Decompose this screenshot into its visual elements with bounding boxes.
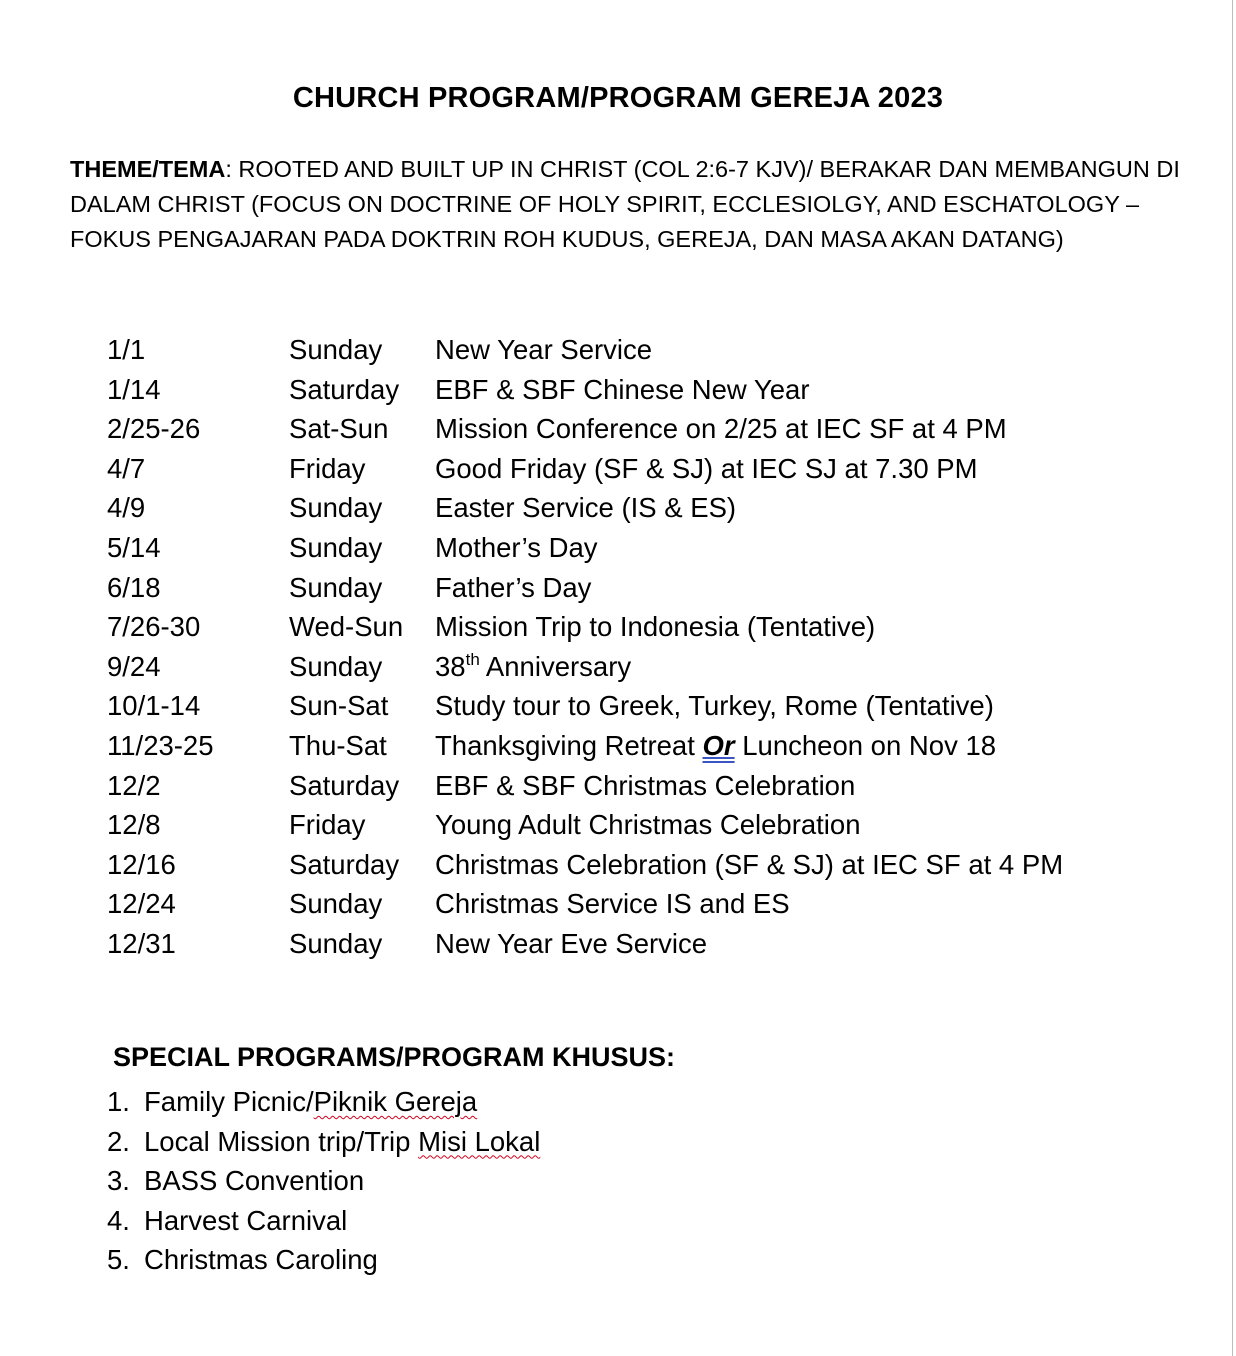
schedule-day: Thu-Sat bbox=[289, 729, 387, 761]
spellcheck-flagged-text[interactable]: Misi Lokal bbox=[418, 1125, 541, 1157]
schedule-date: 6/18 bbox=[107, 571, 161, 603]
list-number: 4. bbox=[107, 1204, 130, 1236]
event-text-part: Thanksgiving Retreat bbox=[435, 729, 703, 761]
schedule-event: Young Adult Christmas Celebration bbox=[435, 809, 861, 841]
schedule-table bbox=[107, 330, 1127, 964]
schedule-date: 4/7 bbox=[107, 452, 146, 484]
theme-text: : ROOTED AND BUILT UP IN CHRIST (COL 2:6-7 KJV)/ BERAKAR DAN MEMBANGUN DI DALAM CHRIST (FOCUS ON DOCTRINE OF HOLY SPIRIT, ECCLESIOLGY, AND ESCHATOLOGY – FOKUS PENGAJARAN PADA DOKTRIN ROH KUDUS, GEREJA, DAN MASA AKAN DATANG) bbox=[70, 156, 1180, 252]
spellcheck-flagged-text[interactable]: Piknik Gereja bbox=[313, 1086, 478, 1117]
list-item bbox=[107, 1201, 540, 1241]
theme-paragraph bbox=[70, 152, 1180, 257]
schedule-date: 1/1 bbox=[107, 334, 146, 365]
schedule-date: 7/26-30 bbox=[107, 611, 201, 643]
special-programs-heading: SPECIAL PROGRAMS/PROGRAM KHUSUS: bbox=[113, 1042, 676, 1072]
schedule-row bbox=[107, 568, 1127, 608]
list-number: 3. bbox=[107, 1165, 130, 1197]
schedule-day: Friday bbox=[289, 452, 366, 484]
schedule-row bbox=[107, 805, 1127, 845]
special-programs-list bbox=[107, 1082, 540, 1280]
schedule-row bbox=[107, 647, 1127, 687]
schedule-row bbox=[107, 607, 1127, 647]
schedule-day: Sunday bbox=[289, 531, 383, 563]
page-title: CHURCH PROGRAM/PROGRAM GEREJA 2023 bbox=[292, 82, 944, 114]
schedule-event: New Year Service bbox=[435, 334, 653, 365]
schedule-event: Mission Trip to Indonesia (Tentative) bbox=[435, 611, 876, 643]
schedule-date: 12/2 bbox=[107, 769, 161, 801]
schedule-date: 10/1-14 bbox=[107, 690, 201, 722]
schedule-day: Sunday bbox=[289, 927, 383, 959]
schedule-event: Study tour to Greek, Turkey, Rome (Tentative) bbox=[435, 690, 994, 722]
anniversary-number: 38 bbox=[435, 650, 466, 682]
schedule-event: EBF & SBF Chinese New Year bbox=[435, 373, 810, 405]
schedule-row bbox=[107, 370, 1127, 410]
schedule-row bbox=[107, 766, 1127, 806]
schedule-row bbox=[107, 488, 1127, 528]
schedule-event: Mission Conference on 2/25 at IEC SF at 4 PM bbox=[435, 413, 1007, 445]
schedule-day: Saturday bbox=[289, 769, 400, 801]
schedule-date: 12/31 bbox=[107, 927, 176, 959]
schedule-day: Wed-Sun bbox=[289, 611, 404, 643]
list-item-text: Family Picnic/ bbox=[144, 1086, 314, 1117]
schedule-date: 12/16 bbox=[107, 848, 176, 880]
schedule-date: 4/9 bbox=[107, 492, 146, 524]
schedule-event bbox=[435, 726, 996, 766]
schedule-row bbox=[107, 686, 1127, 726]
list-number: 5. bbox=[107, 1244, 130, 1276]
schedule-date: 2/25-26 bbox=[107, 413, 201, 445]
event-text-part: Luncheon on Nov 18 bbox=[734, 729, 997, 761]
schedule-date: 12/8 bbox=[107, 809, 161, 841]
schedule-date: 5/14 bbox=[107, 531, 161, 563]
schedule-day: Sunday bbox=[289, 888, 383, 920]
list-number: 2. bbox=[107, 1125, 130, 1157]
schedule-row bbox=[107, 330, 1127, 370]
list-item-text: BASS Convention bbox=[144, 1165, 365, 1197]
schedule-event: Good Friday (SF & SJ) at IEC SJ at 7.30 PM bbox=[435, 452, 978, 484]
schedule-row bbox=[107, 726, 1127, 766]
schedule-event: Mother’s Day bbox=[435, 531, 598, 563]
schedule-event: Father’s Day bbox=[435, 571, 592, 603]
list-item-text: Local Mission trip/Trip bbox=[144, 1125, 419, 1157]
grammar-flagged-word[interactable]: Or bbox=[702, 729, 735, 761]
schedule-row bbox=[107, 528, 1127, 568]
schedule-date: 1/14 bbox=[107, 373, 161, 405]
anniversary-text: Anniversary bbox=[479, 650, 632, 682]
list-number: 1. bbox=[107, 1086, 130, 1117]
schedule-row bbox=[107, 924, 1127, 964]
schedule-row bbox=[107, 449, 1127, 489]
list-item-text: Christmas Caroling bbox=[144, 1244, 378, 1276]
ordinal-suffix: th bbox=[465, 649, 480, 669]
schedule-event: Christmas Celebration (SF & SJ) at IEC SF at 4 PM bbox=[435, 848, 1064, 880]
schedule-day: Sunday bbox=[289, 571, 383, 603]
list-item bbox=[107, 1082, 540, 1122]
schedule-event: Christmas Service IS and ES bbox=[435, 888, 790, 920]
schedule-day: Saturday bbox=[289, 373, 400, 405]
schedule-day: Sunday bbox=[289, 650, 383, 682]
schedule-day: Sat-Sun bbox=[289, 413, 389, 445]
schedule-event: Easter Service (IS & ES) bbox=[435, 492, 737, 524]
schedule-row bbox=[107, 845, 1127, 885]
schedule-row bbox=[107, 409, 1127, 449]
schedule-date: 9/24 bbox=[107, 650, 161, 682]
schedule-day: Friday bbox=[289, 809, 366, 841]
list-item bbox=[107, 1161, 540, 1201]
schedule-day: Sunday bbox=[289, 492, 383, 524]
page-edge bbox=[1232, 0, 1233, 1356]
schedule-row bbox=[107, 884, 1127, 924]
schedule-event bbox=[435, 647, 631, 687]
schedule-date: 12/24 bbox=[107, 888, 176, 920]
list-item-text: Harvest Carnival bbox=[144, 1204, 348, 1236]
schedule-day: Sun-Sat bbox=[289, 690, 389, 722]
schedule-day: Saturday bbox=[289, 848, 400, 880]
schedule-day: Sunday bbox=[289, 334, 383, 365]
theme-label: THEME/TEMA bbox=[70, 156, 226, 182]
list-item bbox=[107, 1122, 540, 1162]
schedule-event: EBF & SBF Christmas Celebration bbox=[435, 769, 856, 801]
schedule-date: 11/23-25 bbox=[107, 729, 214, 761]
schedule-event: New Year Eve Service bbox=[435, 927, 708, 959]
list-item bbox=[107, 1240, 540, 1280]
